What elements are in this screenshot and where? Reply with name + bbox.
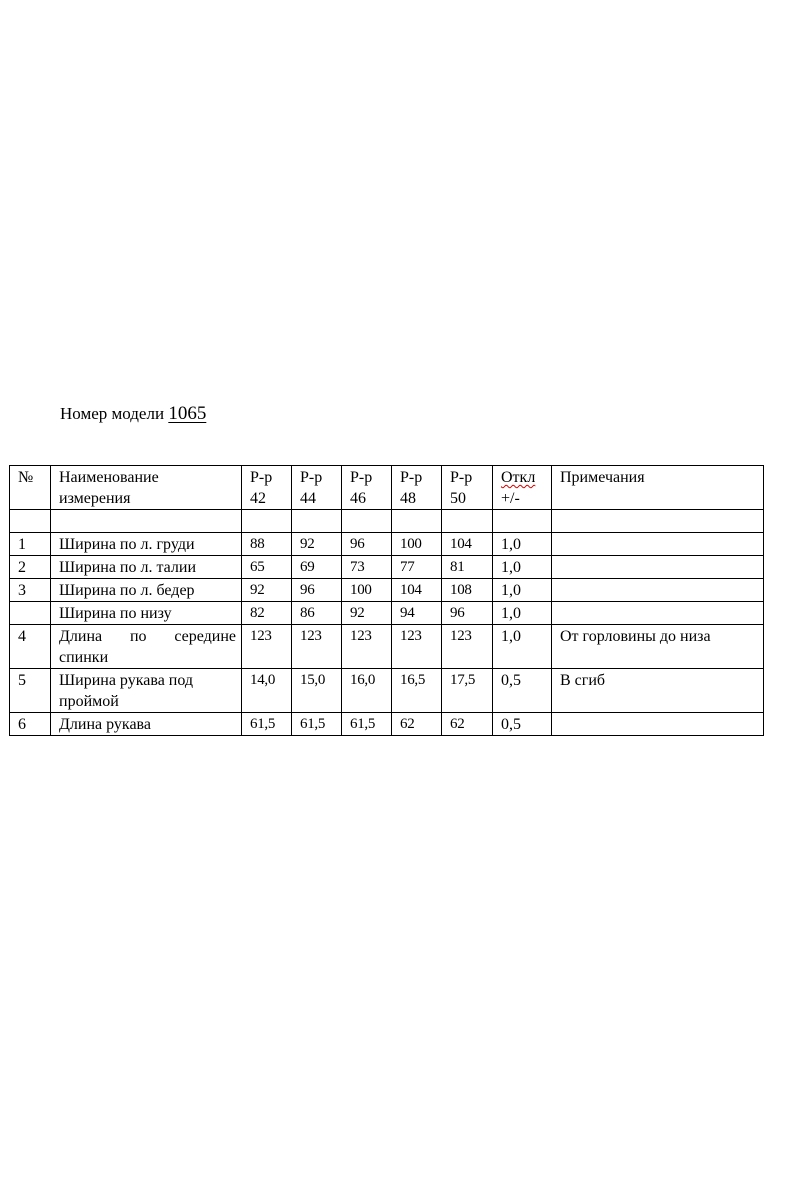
row-value: 62	[442, 713, 493, 736]
table-row	[10, 556, 764, 579]
row-num: 2	[10, 556, 51, 579]
header-name: Наименование измерения	[51, 466, 242, 510]
row-value: 65	[242, 556, 292, 579]
row-value: 100	[342, 579, 392, 602]
row-num: 3	[10, 579, 51, 602]
row-num: 6	[10, 713, 51, 736]
row-value: 86	[292, 602, 342, 625]
header-size-46: Р-р 46	[342, 466, 392, 510]
row-value: 96	[342, 533, 392, 556]
row-tolerance: 1,0	[493, 602, 552, 625]
row-tolerance: 1,0	[493, 556, 552, 579]
model-number-line	[60, 403, 206, 425]
row-note	[552, 533, 764, 556]
model-label: Номер модели	[60, 404, 165, 423]
row-value: 88	[242, 533, 292, 556]
row-value: 104	[392, 579, 442, 602]
header-size-44: Р-р 44	[292, 466, 342, 510]
row-value: 123	[242, 625, 292, 669]
row-tolerance: 1,0	[493, 625, 552, 669]
row-value: 77	[392, 556, 442, 579]
row-value: 123	[442, 625, 493, 669]
row-value: 100	[392, 533, 442, 556]
row-num: 5	[10, 669, 51, 713]
row-value: 69	[292, 556, 342, 579]
table-row	[10, 533, 764, 556]
table-row	[10, 669, 764, 713]
row-value: 82	[242, 602, 292, 625]
row-note	[552, 602, 764, 625]
row-tolerance: 0,5	[493, 669, 552, 713]
table-row	[10, 579, 764, 602]
row-value: 92	[242, 579, 292, 602]
header-notes: Примечания	[552, 466, 764, 510]
row-value: 92	[292, 533, 342, 556]
row-value: 94	[392, 602, 442, 625]
row-value: 73	[342, 556, 392, 579]
table-header-row	[10, 466, 764, 510]
row-name: Длина по середине спинки	[51, 625, 242, 669]
row-value: 16,0	[342, 669, 392, 713]
row-tolerance: 1,0	[493, 579, 552, 602]
row-name: Ширина по л. талии	[51, 556, 242, 579]
row-value: 17,5	[442, 669, 493, 713]
model-number: 1065	[168, 403, 207, 424]
row-value: 123	[342, 625, 392, 669]
row-num: 1	[10, 533, 51, 556]
header-size-48: Р-р 48	[392, 466, 442, 510]
row-value: 108	[442, 579, 493, 602]
header-num: №	[10, 466, 51, 510]
header-size-42: Р-р 42	[242, 466, 292, 510]
row-value: 15,0	[292, 669, 342, 713]
row-name: Ширина по л. груди	[51, 533, 242, 556]
row-value: 61,5	[342, 713, 392, 736]
row-value: 92	[342, 602, 392, 625]
row-value: 14,0	[242, 669, 292, 713]
table-row	[10, 625, 764, 669]
row-value: 96	[292, 579, 342, 602]
header-size-50: Р-р 50	[442, 466, 493, 510]
table-row	[10, 713, 764, 736]
row-tolerance: 1,0	[493, 533, 552, 556]
row-value: 123	[392, 625, 442, 669]
row-name: Ширина рукава под проймой	[51, 669, 242, 713]
row-name: Длина рукава	[51, 713, 242, 736]
row-name: Ширина по низу	[51, 602, 242, 625]
row-note: В сгиб	[552, 669, 764, 713]
row-value: 61,5	[242, 713, 292, 736]
table-empty-row	[10, 510, 764, 533]
row-value: 16,5	[392, 669, 442, 713]
row-value: 123	[292, 625, 342, 669]
header-tolerance: Откл +/-	[493, 466, 552, 510]
row-value: 96	[442, 602, 493, 625]
row-num	[10, 602, 51, 625]
measurements-table	[9, 465, 764, 736]
row-note	[552, 713, 764, 736]
row-value: 104	[442, 533, 493, 556]
table-row	[10, 602, 764, 625]
row-name: Ширина по л. бедер	[51, 579, 242, 602]
row-tolerance: 0,5	[493, 713, 552, 736]
row-note	[552, 556, 764, 579]
row-note: От горловины до низа	[552, 625, 764, 669]
row-value: 81	[442, 556, 493, 579]
row-value: 62	[392, 713, 442, 736]
row-num: 4	[10, 625, 51, 669]
row-value: 61,5	[292, 713, 342, 736]
row-note	[552, 579, 764, 602]
